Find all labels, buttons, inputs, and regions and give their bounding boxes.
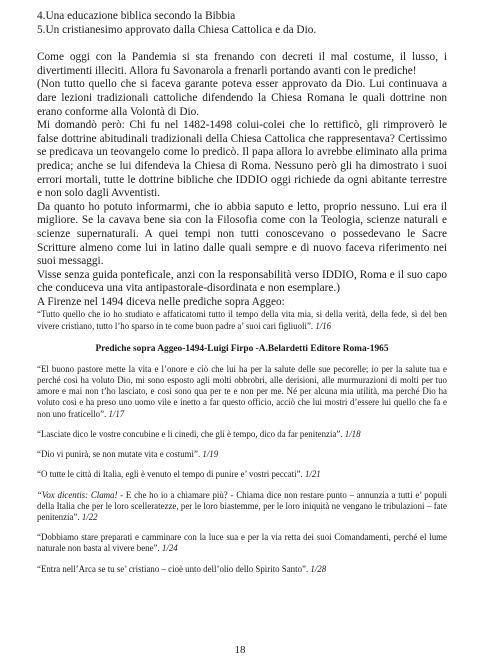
quote xyxy=(37,532,447,554)
quote-lead: “Vox dicentis: Clama! xyxy=(37,489,118,500)
quote-text: “Dio vi punirà, se non mutate vita e costumi”. xyxy=(37,449,201,460)
quote-ref: 1/18 xyxy=(344,428,361,439)
body-paragraph: Da quanto ho potuto informarmi, che io abbia saputo e letto, proprio nessuno. Lui era il migliore. Se la cavava bene sia con la Filosofia come con la Teologia, scienze naturali e scienze supernaturali. A quei tempi non tutti conoscevano o possedevano le Sacre Scritture almeno come lui in latino dalle quali sempre e di nuovo faceva riferimento nei suoi messaggi. xyxy=(37,200,447,268)
quote xyxy=(37,564,447,575)
quote xyxy=(37,309,447,331)
quote-text: “Dobbiamo stare preparati e camminare con la luce sua e per la via retta dei suoi Comandamenti, perché el lume naturale non basta al vivere bene”. xyxy=(37,532,447,554)
list-item: 4.Una educazione biblica secondo la Bibbia xyxy=(37,10,236,22)
quote xyxy=(37,364,447,420)
page-number: 18 xyxy=(234,644,246,656)
list-item: 5.Un cristianesimo approvato dalla Chiesa Cattolica e da Dio. xyxy=(37,23,317,36)
quote-ref: 1/22 xyxy=(81,511,98,522)
quote xyxy=(37,469,447,480)
quote xyxy=(37,490,447,524)
section-heading: Prediche sopra Aggeo-1494-Luigi Firpo -A.Belardetti Editore Roma-1965 xyxy=(95,343,389,354)
quote-ref: 1/21 xyxy=(304,469,321,480)
quote-ref: 1/19 xyxy=(202,449,219,460)
quote-text: “Entra nell’Arca se tu se’ cristiano – cioè unto dell’olio dello Spirito Santo”. xyxy=(37,563,309,574)
quote-text: - E che ho io a chiamare più? - Chiama dice non restare punto – annunzia a tutti e’ populi della Italia che per le loro scelleratezze, per le loro biastemme, per le loro iniquità ne vengano le tribulazioni – fate penitenzia”. xyxy=(37,489,447,522)
quote xyxy=(37,429,447,440)
body-paragraph: (Non tutto quello che si faceva garante poteva esser approvato da Dio. Lui continuava a dare lezioni tradizionali cattoliche difendendo la Chiesa Romana le quali dottrine non erano conforme alla Volontà di Dio. xyxy=(37,78,447,118)
quote xyxy=(37,449,447,460)
quote-ref: 1/24 xyxy=(161,543,178,554)
quote-text: “Tutto quello che io ho studiato e affaticatomi tutto il tempo della vita mia, sì della verità, della fede, sì del ben vivere cristiano, tutto l’ho sparso in te come buon padre a’ suoi cari figliuoli”. xyxy=(37,309,447,331)
body-paragraph: Mi domandò però: Chi fu nel 1482-1498 colui-colei che lo rettificò, gli rimproverò le false dottrine abitudinali tradizionali della Chiesa Cattolica che rappresentava? Certissimo se predicava un teovangelo come lo predicò. Il papa allora lo avrebbe eliminato alla prima predica; anche se lui difendeva la Chiesa di Roma. Nessuno però gli ha dimostrato i suoi errori mortali, tutte le dottrine bibliche che IDDIO oggi richiede da ogni abitante terrestre e non solo dagli Avventisti. xyxy=(37,119,447,200)
document-page xyxy=(37,10,447,575)
body-paragraph: Visse senza guida ponteficale, anzi con la responsabilità verso IDDIO, Roma e il suo capo che conduceva una vita antipastorale-disordinata e non esemplare.) xyxy=(37,268,447,295)
quote-ref: 1/17 xyxy=(108,408,125,419)
quote-text: “El buono pastore mette la vita e l’onore e ciò che lui ha per la salute delle sue pecorelle; io per la salute tua e perché così ha voluto Dio, mi sono esposto agli molti obbrobri, alle derisioni, alle murmurazioni di molti per tuo amore e mai non t’ho lasciato, e così sono qua per te e non per me. Né per alcuna mia utilità, ma perché Dio ha voluto così e ha preso uno uomo vile e inetto a far questo officio, acciò che lui mostri d’essere lui quello che fa e non uno fraticello”. xyxy=(37,363,447,419)
intro-line: A Firenze nel 1494 diceva nelle prediche sopra Aggeo: xyxy=(37,295,285,308)
quote-text: “Lasciate dico le vostre concubine e li cinedi, che gli è tempo, dico da far penitenzia”. xyxy=(37,428,343,439)
quote-ref: 1/28 xyxy=(310,563,327,574)
quote-text: “O tutte le città di Italia, egli è venuto el tempo di punire e’ vostri peccati”. xyxy=(37,469,303,480)
quote-ref: 1/16 xyxy=(315,320,332,331)
body-paragraph: Come oggi con la Pandemia si sta frenando con decreti il mal costume, il lusso, i divertimenti illeciti. Allora fu Savonarola a frenarli portando avanti con le prediche! xyxy=(37,51,447,77)
